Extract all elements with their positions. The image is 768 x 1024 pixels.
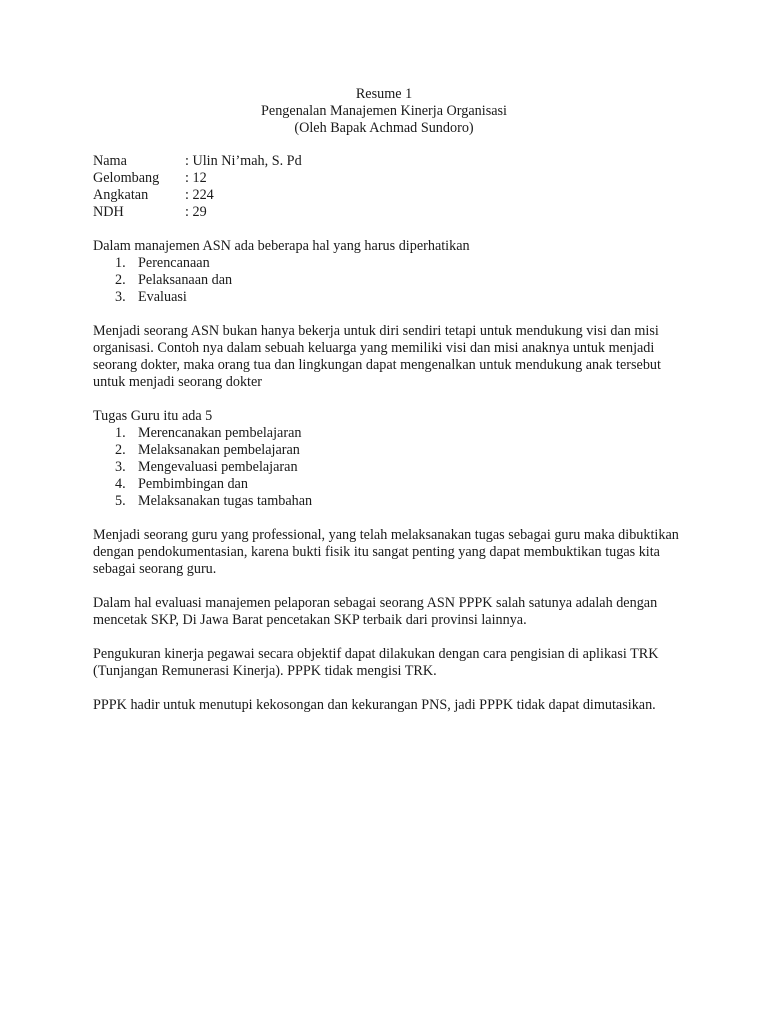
list-text: Perencanaan [138,255,210,271]
paragraph-guru-profesional: Menjadi seorang guru yang professional, yang telah melaksanakan tugas sebagai guru maka dibuktikan dengan pendokumentasian, karena bukti fisik itu sangat penting yang dapat membuktikan tugas kita sebagai seorang guru. [93,527,679,577]
identity-label: Nama [93,153,127,169]
identity-value: : 29 [185,204,207,220]
list-item [93,272,683,289]
list-item [93,255,683,272]
identity-row-angkatan [93,187,683,204]
document-body [93,153,683,714]
identity-value: : 224 [185,187,214,203]
spacer [93,629,683,646]
list-text: Melaksanakan tugas tambahan [138,493,313,509]
list-number: 3. [115,289,126,305]
document-header [0,86,768,137]
section-1-intro: Dalam manajemen ASN ada beberapa hal yang harus diperhatikan [93,238,470,254]
paragraph-pppk: PPPK hadir untuk menutupi kekosongan dan kekurangan PNS, jadi PPPK tidak dapat dimutasikan. [93,697,656,713]
identity-row-nama [93,153,683,170]
list-text: Pembimbingan dan [138,476,248,492]
list-text: Melaksanakan pembelajaran [138,442,300,458]
list-number: 2. [115,442,126,458]
list-number: 3. [115,459,126,475]
section-2-intro: Tugas Guru itu ada 5 [93,408,213,424]
list-number: 1. [115,425,126,441]
list-item [93,289,683,306]
section-1-list [93,255,683,306]
paragraph-pengukuran-kinerja: Pengukuran kinerja pegawai secara objektif dapat dilakukan dengan cara pengisian di aplikasi TRK (Tunjangan Remunerasi Kinerja). PPPK tidak mengisi TRK. [93,646,659,679]
identity-row-ndh [93,204,683,221]
spacer [93,680,683,697]
identity-row-gelombang [93,170,683,187]
section-2-list [93,425,683,510]
document-title: Resume 1 [355,86,413,102]
spacer [93,306,683,323]
spacer [93,510,683,527]
identity-label: NDH [93,204,124,220]
list-number: 5. [115,493,126,509]
list-text: Evaluasi [138,289,187,305]
list-text: Mengevaluasi pembelajaran [138,459,298,475]
spacer [93,391,683,408]
list-number: 1. [115,255,126,271]
identity-value: : 12 [185,170,207,186]
list-text: Pelaksanaan dan [138,272,233,288]
list-item [93,476,683,493]
paragraph-asn-visi: Menjadi seorang ASN bukan hanya bekerja untuk diri sendiri tetapi untuk mendukung visi dan misi organisasi. Contoh nya dalam sebuah keluarga yang memiliki visi dan misi anaknya untuk menjadi seorang dokter, maka orang tua dan lingkungan dapat mengenalkan untuk mendukung anak tersebut untuk menjadi seorang dokter [93,323,661,390]
identity-block [93,153,683,221]
paragraph-evaluasi-skp: Dalam hal evaluasi manajemen pelaporan sebagai seorang ASN PPPK salah satunya adalah dengan mencetak SKP, Di Jawa Barat pencetakan SKP terbaik dari provinsi lainnya. [93,595,658,628]
spacer [93,221,683,238]
list-number: 2. [115,272,126,288]
list-number: 4. [115,476,126,492]
document-author: (Oleh Bapak Achmad Sundoro) [294,120,474,136]
spacer [93,578,683,595]
identity-label: Angkatan [93,187,149,203]
document-subtitle: Pengenalan Manajemen Kinerja Organisasi [261,103,507,119]
list-item [93,425,683,442]
list-text: Merencanakan pembelajaran [138,425,302,441]
list-item [93,459,683,476]
identity-label: Gelombang [93,170,160,186]
list-item [93,442,683,459]
identity-value: : Ulin Ni’mah, S. Pd [185,153,302,169]
list-item [93,493,683,510]
